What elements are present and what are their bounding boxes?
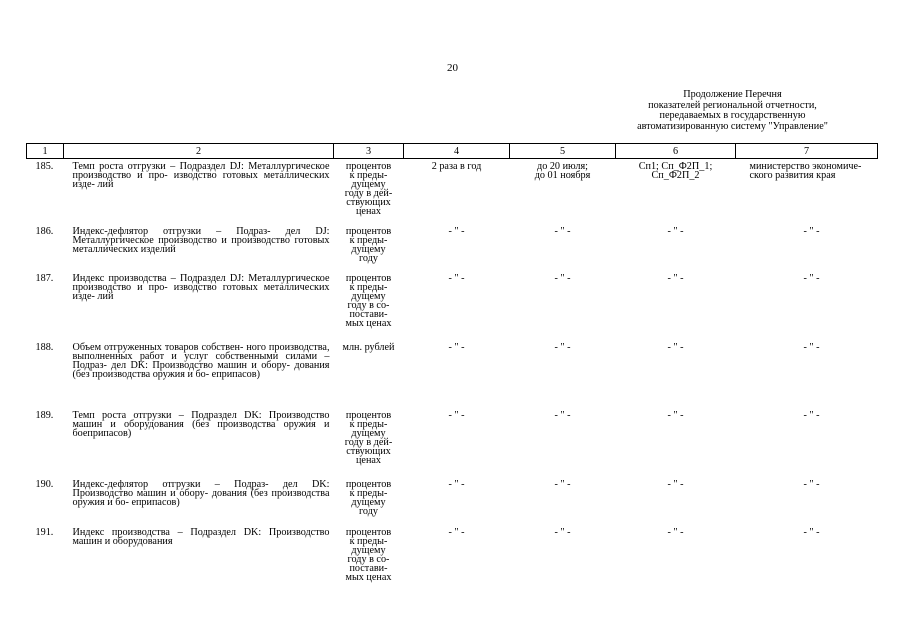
column-header: 1 (27, 144, 64, 159)
ditto-mark: - " - (448, 526, 465, 538)
ditto-mark: - " - (554, 409, 571, 421)
ditto-mark: - " - (803, 272, 820, 284)
unit-line: к преды- (349, 281, 388, 293)
unit-line: к преды- (349, 418, 388, 430)
unit-line: постави- (349, 562, 388, 574)
ditto-mark: - " - (667, 341, 684, 353)
unit-line: процентов (345, 409, 392, 421)
deadline-line: до 01 ноября (534, 170, 591, 182)
indicator-name: Индекс производства – Подраздел DK: Производство машин и оборудования (72, 526, 330, 547)
header-row (27, 144, 878, 159)
column-header: 7 (736, 144, 878, 159)
deadline-line: до 20 июля; (537, 161, 588, 172)
ditto-mark: - " - (803, 478, 820, 490)
row-number: 191. (35, 526, 54, 538)
ditto-mark: - " - (667, 409, 684, 421)
form-line: Сп_Ф2П_2 (651, 170, 700, 182)
ditto-mark: - " - (448, 225, 465, 237)
continuation-heading (585, 90, 880, 132)
row-number: 190. (35, 478, 54, 490)
responsible-line: министерство экономиче- (749, 161, 862, 172)
unit-line: мых ценах (345, 317, 392, 329)
responsible-cell (736, 159, 878, 224)
table-row (27, 224, 878, 271)
indicator-name: Темп роста отгрузки – Подраздел DK: Производство машин и оборудования (без производства оружия и боеприпасов) (72, 409, 330, 439)
unit-line: процентов (345, 272, 392, 284)
deadline-cell (510, 159, 616, 224)
unit-cell (334, 477, 404, 525)
table-row (27, 477, 878, 525)
unit-line: к преды- (349, 487, 388, 499)
unit-line: году в со- (347, 299, 390, 311)
ditto-mark: - " - (448, 409, 465, 421)
unit-line: постави- (349, 308, 388, 320)
ditto-mark: - " - (667, 478, 684, 490)
unit-cell (334, 159, 404, 224)
unit-line: к преды- (349, 170, 388, 182)
unit-line: дущему (351, 427, 386, 439)
table-row (27, 408, 878, 477)
column-header: 3 (334, 144, 404, 159)
unit-cell (334, 408, 404, 477)
indicator-name: Индекс-дефлятор отгрузки – Подраз- дел DK: Производство машин и обору- дования (без производства оружия и бо- еприпасов) (72, 478, 330, 508)
continuation-line: Продолжение Перечня (683, 89, 782, 100)
continuation-line: автоматизированную систему "Управление" (637, 120, 828, 132)
ditto-mark: - " - (667, 526, 684, 538)
unit-line: дущему (351, 290, 386, 302)
unit-line: процентов (345, 225, 392, 237)
indicator-name: Индекс-дефлятор отгрузки – Подраз- дел DJ: Металлургическое производство и производство готовых металлических изделий (72, 225, 330, 255)
ditto-mark: - " - (803, 341, 820, 353)
unit-cell (334, 525, 404, 591)
indicator-name: Индекс производства – Подраздел DJ: Металлургическое производство и про- изводство готовых металлических изде- лий (72, 272, 330, 302)
ditto-mark: - " - (667, 272, 684, 284)
unit-line: году (358, 505, 378, 517)
unit-line: ценах (355, 454, 382, 466)
ditto-mark: - " - (667, 225, 684, 237)
unit-line: процентов (345, 478, 392, 490)
unit-line: году в дей- (344, 436, 393, 448)
column-header: 4 (404, 144, 510, 159)
ditto-mark: - " - (448, 478, 465, 490)
page-number: 20 (447, 62, 458, 74)
ditto-mark: - " - (803, 409, 820, 421)
row-number: 185. (35, 161, 54, 172)
ditto-mark: - " - (803, 526, 820, 538)
unit-line: процентов (345, 526, 392, 538)
unit-cell (334, 271, 404, 340)
indicator-name: Объем отгруженных товаров собствен- ного производства, выполненных работ и услуг собственными силами – Подраз- дел DK: Производство машин и обору- дования (без производства оружия и бо- еприпасов) (72, 341, 330, 380)
row-number: 188. (35, 341, 54, 353)
unit-line: ствующих (346, 197, 391, 209)
frequency-cell: 2 раза в год (431, 161, 482, 172)
row-number: 189. (35, 409, 54, 421)
table-row (27, 159, 878, 224)
table-row (27, 340, 878, 408)
form-line: Сп1; Сп_Ф2П_1; (638, 161, 713, 172)
unit-line: году в дей- (344, 188, 393, 200)
indicators-table (26, 143, 878, 591)
ditto-mark: - " - (448, 272, 465, 284)
table-row (27, 271, 878, 340)
unit-line: дущему (351, 179, 386, 191)
column-header: 6 (616, 144, 736, 159)
table-row (27, 525, 878, 591)
ditto-mark: - " - (803, 225, 820, 237)
ditto-mark: - " - (448, 341, 465, 353)
unit-line: к преды- (349, 535, 388, 547)
unit-line: мых ценах (345, 571, 392, 583)
unit-line: млн. рублей (342, 341, 395, 353)
unit-line: дущему (351, 243, 386, 255)
unit-line: дущему (351, 496, 386, 508)
unit-line: дущему (351, 544, 386, 556)
form-cell (616, 159, 736, 224)
row-number: 186. (35, 225, 54, 237)
ditto-mark: - " - (554, 526, 571, 538)
unit-line: процентов (345, 161, 392, 172)
column-header: 5 (510, 144, 616, 159)
unit-line: году в со- (347, 553, 390, 565)
unit-cell (334, 340, 404, 408)
unit-line: году (358, 252, 378, 264)
continuation-line: передаваемых в государственную (659, 110, 806, 121)
ditto-mark: - " - (554, 478, 571, 490)
row-number: 187. (35, 272, 54, 284)
unit-line: к преды- (349, 234, 388, 246)
continuation-line: показателей региональной отчетности, (648, 99, 817, 111)
ditto-mark: - " - (554, 225, 571, 237)
ditto-mark: - " - (554, 341, 571, 353)
unit-cell (334, 224, 404, 271)
indicator-name: Темп роста отгрузки – Подраздел DJ: Металлургическое производство и про- изводство готовых металлических изде- лий (72, 161, 330, 191)
unit-line: ценах (355, 206, 382, 218)
ditto-mark: - " - (554, 272, 571, 284)
unit-line: ствующих (346, 445, 391, 457)
column-header: 2 (64, 144, 334, 159)
responsible-line: ского развития края (749, 170, 836, 182)
